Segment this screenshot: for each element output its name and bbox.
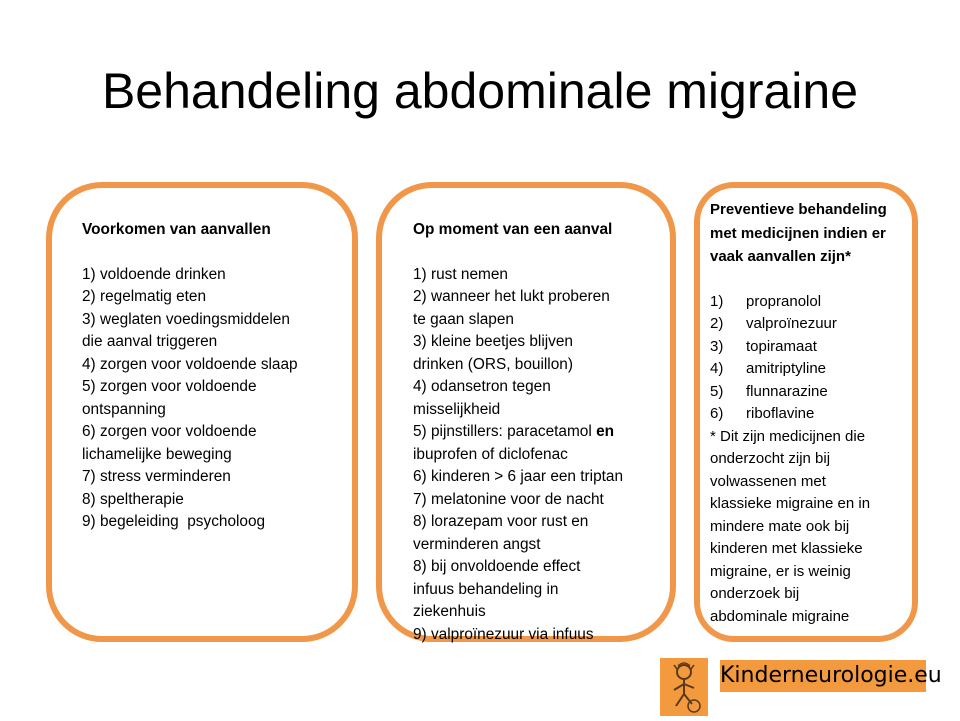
medication-heading-line: Preventieve behandeling bbox=[710, 201, 887, 218]
attack-heading: Op moment van een aanval bbox=[413, 220, 613, 238]
footnote-line: volwassenen met bbox=[710, 472, 826, 490]
item-text: flunnarazine bbox=[746, 382, 828, 400]
medication-item bbox=[710, 403, 887, 426]
prevention-line: 7) stress verminderen bbox=[82, 468, 231, 485]
attack-line: 2) wanneer het lukt proberen bbox=[413, 288, 610, 305]
footnote-line: onderzoek bij bbox=[710, 585, 800, 602]
attack-bold-word: en bbox=[596, 423, 615, 440]
prevention-heading: Voorkomen van aanvallen bbox=[82, 220, 271, 238]
item-number: 4) bbox=[710, 360, 724, 377]
item-number: 2) bbox=[710, 315, 724, 332]
attack-line: 8) lorazepam voor rust en bbox=[413, 513, 589, 530]
brand-label: Kinderneurologie.eu bbox=[720, 660, 926, 692]
attack-line: te gaan slapen bbox=[413, 310, 514, 328]
prevention-column bbox=[82, 196, 298, 534]
attack-line: ziekenhuis bbox=[413, 603, 486, 620]
prevention-line: 6) zorgen voor voldoende bbox=[82, 423, 257, 440]
medication-item bbox=[710, 313, 887, 336]
footnote-line: migraine, er is weinig bbox=[710, 562, 851, 580]
item-text: propranolol bbox=[746, 292, 822, 310]
slide-title: Behandeling abdominale migraine bbox=[101, 63, 859, 119]
medication-heading bbox=[710, 198, 887, 269]
medication-list bbox=[710, 291, 887, 426]
attack-line: 5) pijnstillers: paracetamol bbox=[413, 423, 597, 440]
attack-line: 1) rust nemen bbox=[413, 265, 508, 283]
child-figure-icon bbox=[660, 658, 708, 716]
prevention-line: 5) zorgen voor voldoende bbox=[82, 378, 257, 395]
footnote-line: mindere mate ook bij bbox=[710, 517, 850, 535]
attack-line: misselijkheid bbox=[413, 400, 501, 418]
attack-line: 9) valproïnezuur via infuus bbox=[413, 625, 594, 643]
attack-line: 3) kleine beetjes blijven bbox=[413, 333, 573, 350]
prevention-line: ontspanning bbox=[82, 400, 166, 418]
item-number: 5) bbox=[710, 382, 724, 400]
medication-heading-line: vaak aanvallen zijn* bbox=[710, 248, 851, 265]
attack-line: 4) odansetron tegen bbox=[413, 378, 551, 395]
attack-column bbox=[413, 196, 623, 646]
prevention-line: 1) voldoende drinken bbox=[82, 265, 226, 283]
attack-line: drinken (ORS, bouillon) bbox=[413, 355, 573, 373]
prevention-line: 4) zorgen voor voldoende slaap bbox=[82, 355, 298, 373]
attack-line: infuus behandeling in bbox=[413, 580, 559, 598]
logo-svg bbox=[660, 658, 708, 716]
attack-line: 6) kinderen > 6 jaar een triptan bbox=[413, 468, 624, 485]
attack-line: 8) bij onvoldoende effect bbox=[413, 558, 581, 575]
prevention-line: 3) weglaten voedingsmiddelen bbox=[82, 310, 290, 328]
prevention-line: 8) speltherapie bbox=[82, 490, 184, 508]
medication-column bbox=[710, 198, 887, 628]
item-text: riboflavine bbox=[746, 405, 815, 422]
medication-item bbox=[710, 291, 887, 314]
item-text: valproïnezuur bbox=[746, 315, 837, 332]
attack-line: verminderen angst bbox=[413, 535, 541, 553]
attack-line: ibuprofen of diclofenac bbox=[413, 445, 568, 463]
medication-item bbox=[710, 358, 887, 381]
prevention-line: 2) regelmatig eten bbox=[82, 288, 207, 305]
footnote-line: klassieke migraine en in bbox=[710, 495, 871, 512]
footnote-line: kinderen met klassieke bbox=[710, 540, 863, 557]
footnote-line: * Dit zijn medicijnen die bbox=[710, 427, 866, 445]
medication-item bbox=[710, 336, 887, 359]
item-number: 6) bbox=[710, 405, 724, 422]
prevention-line: 9) begeleiding psycholoog bbox=[82, 513, 266, 530]
footnote-line: onderzocht zijn bij bbox=[710, 450, 831, 467]
attack-line: 7) melatonine voor de nacht bbox=[413, 490, 604, 508]
footnote-line: abdominale migraine bbox=[710, 607, 850, 625]
prevention-line: die aanval triggeren bbox=[82, 333, 218, 350]
medication-heading-line: met medicijnen indien er bbox=[710, 224, 886, 242]
prevention-line: lichamelijke beweging bbox=[82, 445, 232, 463]
item-number: 1) bbox=[710, 292, 724, 310]
item-text: topiramaat bbox=[746, 337, 817, 355]
medication-item bbox=[710, 381, 887, 404]
item-number: 3) bbox=[710, 337, 724, 355]
item-text: amitriptyline bbox=[746, 360, 827, 377]
